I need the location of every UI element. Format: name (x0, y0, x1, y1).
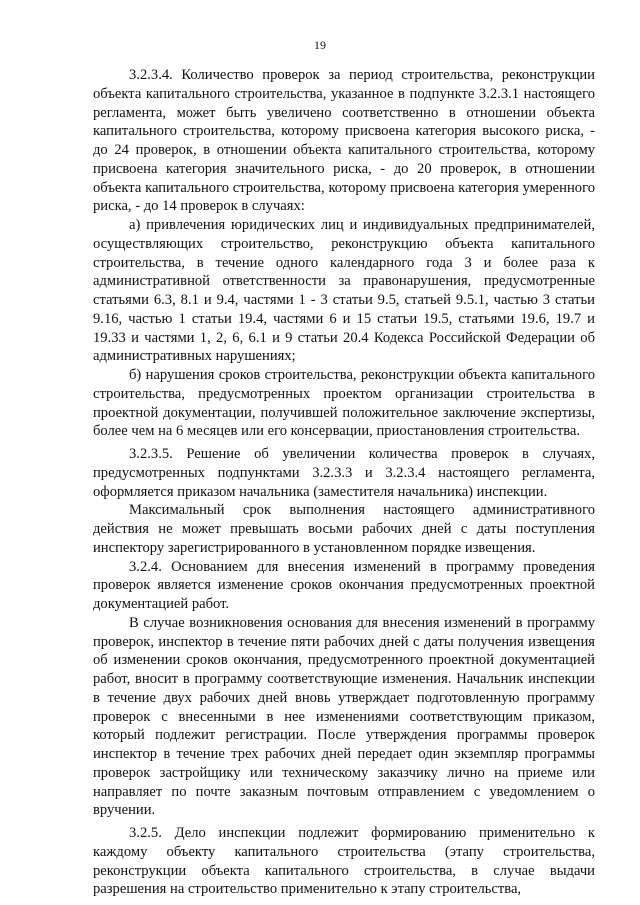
paragraph-change-procedure: В случае возникновения основания для внесения изменений в программу проверок, инспектор в течение пяти рабочих дней с даты получения извещения об изменении сроков окончания, предусмотренного проектной документацией работ, вносит в программу соответствующие изменения. Начальник инспекции в течение двух рабочих дней вновь утверждает подготовленную программу проверок с внесенными в нее изменениями соответствующим приказом, который подлежит регистрации. После утверждения программы проверок инспектор в течение трех рабочих дней передает один экземпляр программы проверок застройщику или техническому заказчику лично на приеме или направляет по почте заказным почтовым отправлением с уведомлением о вручении. (93, 614, 595, 819)
paragraph-item-a: а) привлечения юридических лиц и индивидуальных предпринимателей, осуществляющих строительство, реконструкцию объекта капитального строительства, в течение одного календарного года 3 и более раза к административной ответственности за правонарушения, предусмотренные статьями 6.3, 8.1 и 9.4, частями 1 - 3 статьи 9.5, статьей 9.5.1, частью 3 статьи 9.16, частью 1 статьи 19.4, частями 6 и 15 статьи 19.5, статьями 19.6, 19.7 и 19.33 и частями 1, 2, 6, 6.1 и 9 статьи 20.4 Кодекса Российской Федерации об административных нарушениях; (93, 217, 595, 365)
paragraph-max-term: Максимальный срок выполнения настоящего административного действия не может превышать восьми рабочих дней с даты поступления инспектору зарегистрированного в установленном порядке извещения. (93, 502, 595, 556)
paragraph-3-2-4: 3.2.4. Основанием для внесения изменений в программу проведения проверок является изменение сроков окончания предусмотренных проектной документацией работ. (93, 558, 595, 612)
paragraph-3-2-3-4: 3.2.3.4. Количество проверок за период строительства, реконструкции объекта капитального строительства, указанное в подпункте 3.2.3.1 настоящего регламента, может быть увеличено соответственно в отношении объекта капитального строительства, которому присвоена категория высокого риска, - до 24 проверок, в отношении объекта капитального строительства, которому присвоена категория значительного риска, - до 20 проверок, в отношении объекта капитального строительства, которому присвоена категория умеренного риска, - до 14 проверок в случаях: (93, 67, 595, 215)
page-number: 19 (314, 38, 326, 52)
document-body (93, 66, 595, 899)
paragraph-3-2-5: 3.2.5. Дело инспекции подлежит формированию применительно к каждому объекту капитального строительства (этапу строительства, реконструкции объекта капитального строительства, в случае выдачи разрешения на строительство применительно к этапу строительства, (93, 825, 595, 898)
paragraph-item-b: б) нарушения сроков строительства, реконструкции объекта капитального строительства, предусмотренных проектом организации строительства в проектной документации, получившей положительное заключение экспертизы, более чем на 6 месяцев или его консервации, приостановления строительства. (93, 367, 595, 440)
paragraph-3-2-3-5: 3.2.3.5. Решение об увеличении количества проверок в случаях, предусмотренных подпунктами 3.2.3.3 и 3.2.3.4 настоящего регламента, оформляется приказом начальника (заместителя начальника) инспекции. (93, 446, 595, 500)
